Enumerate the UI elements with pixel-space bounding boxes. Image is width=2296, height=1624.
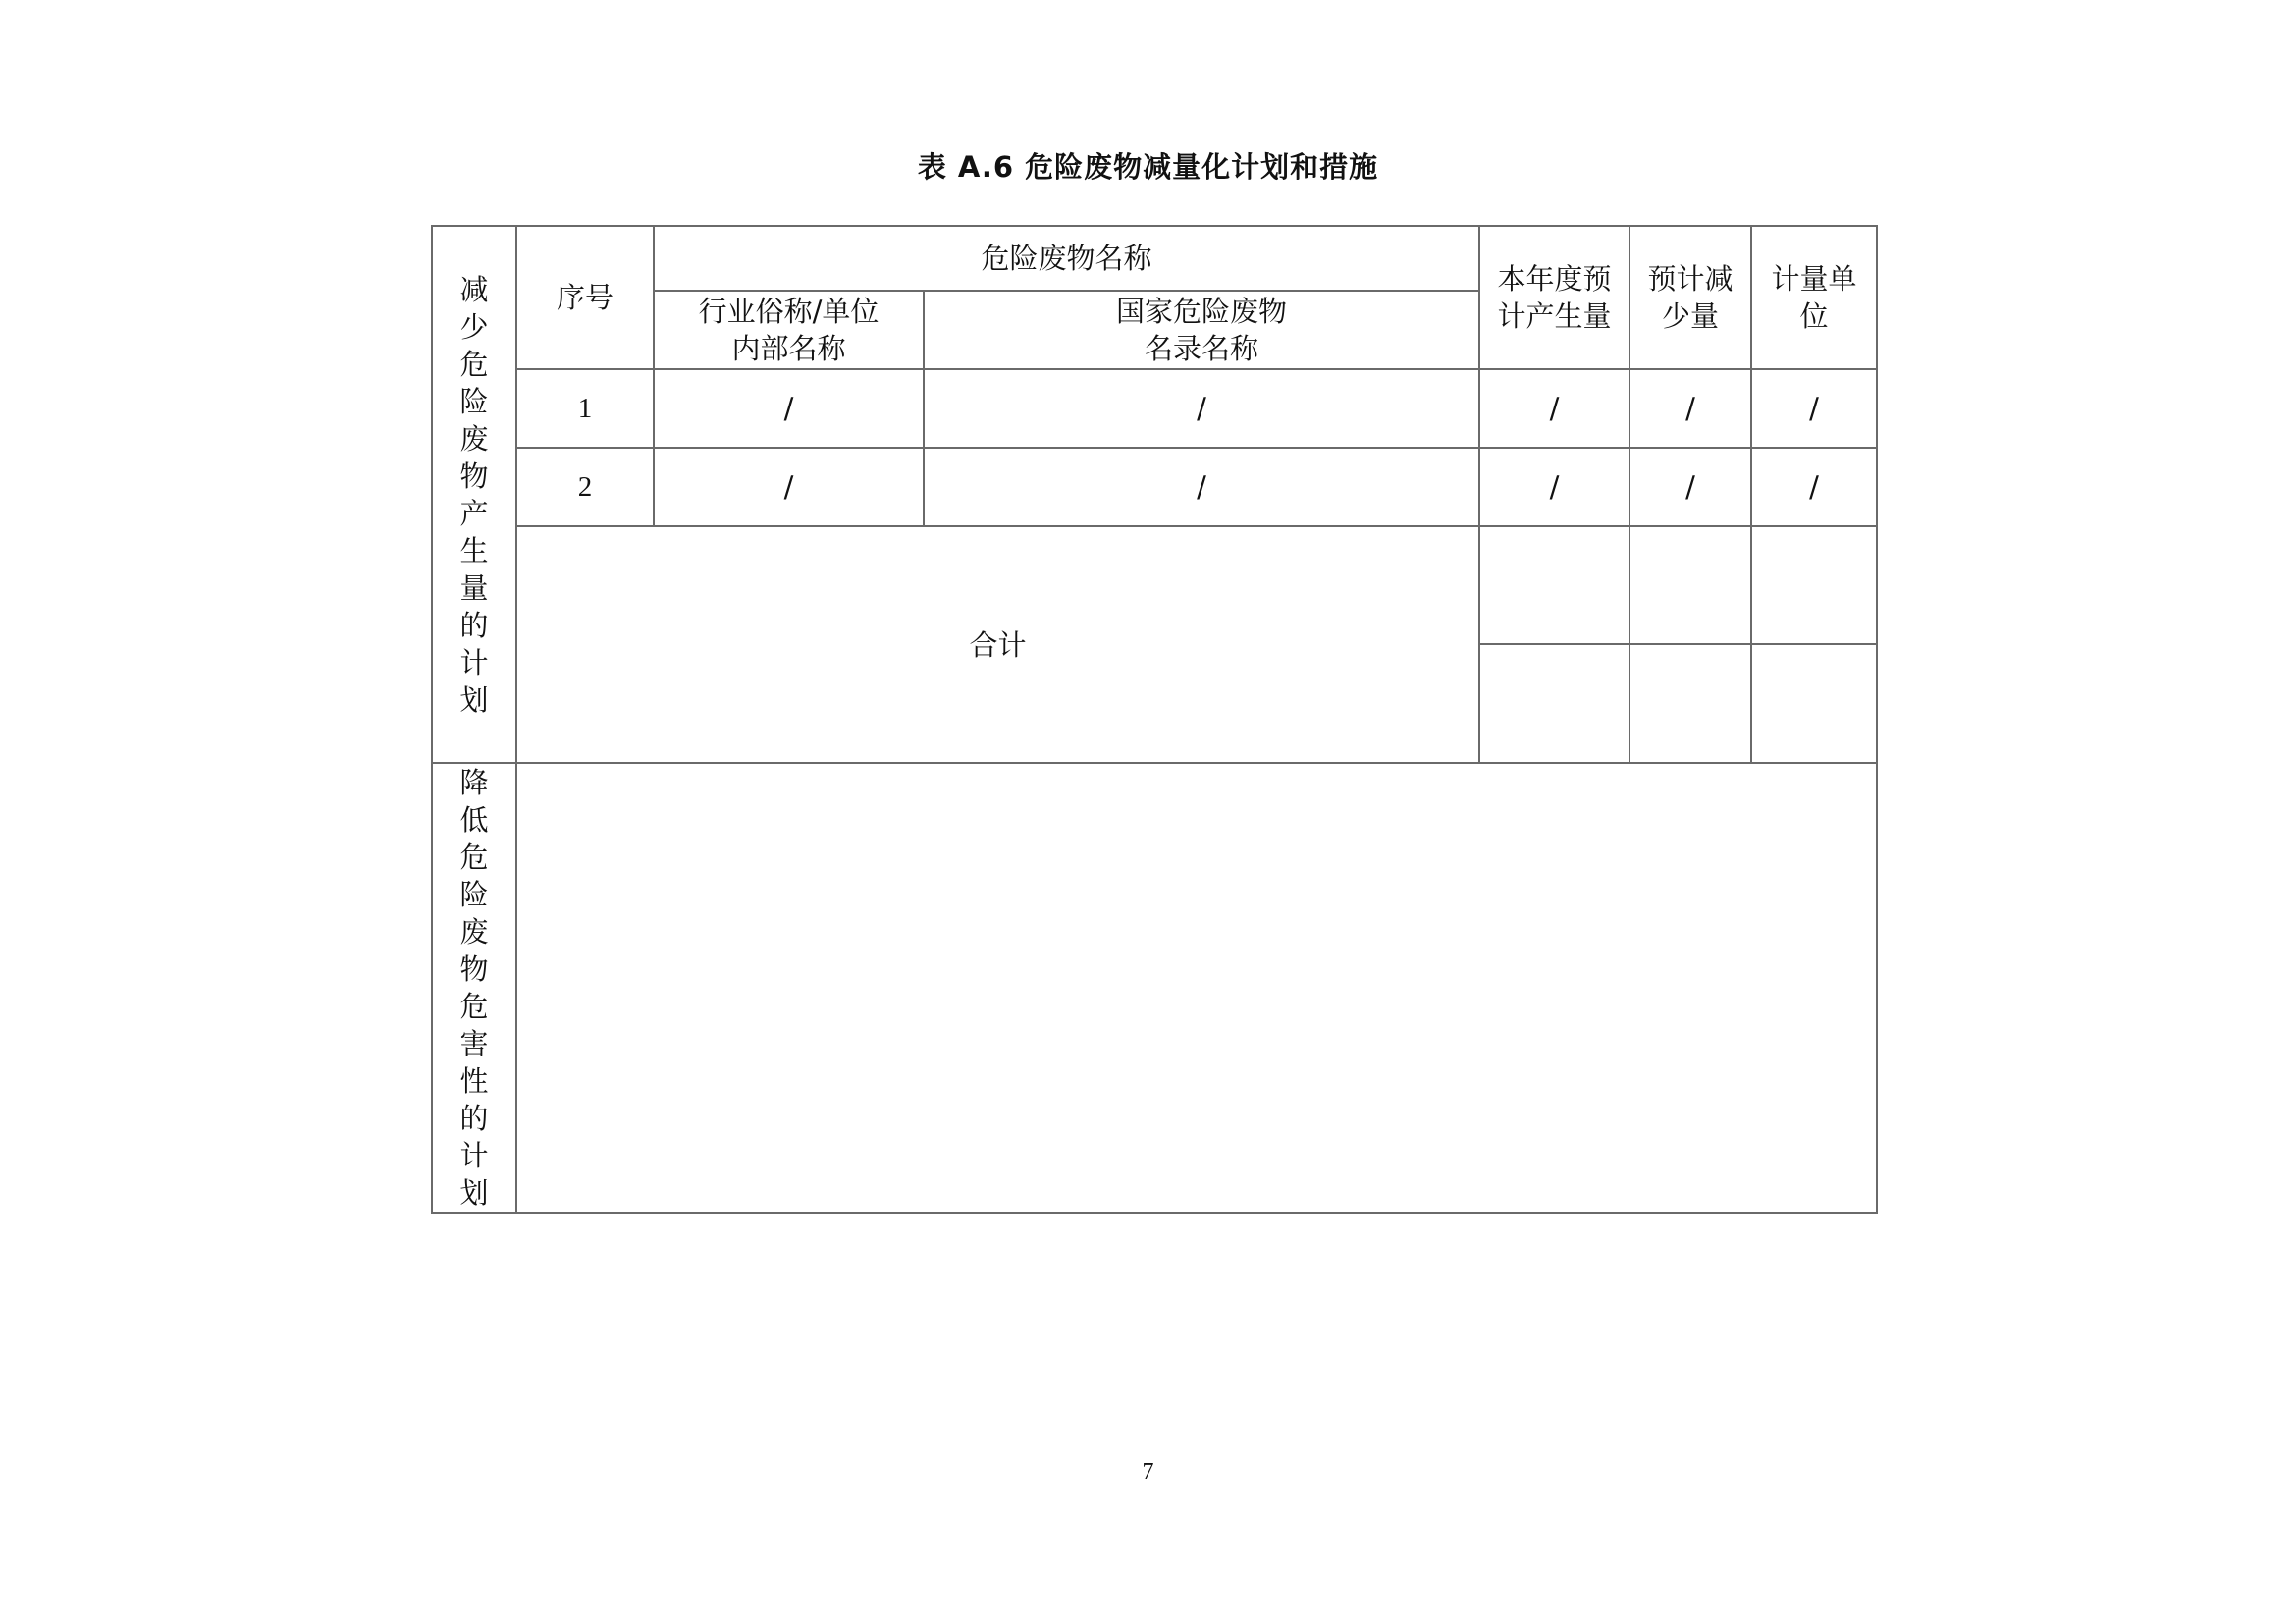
page-number: 7	[1142, 1459, 1154, 1485]
total-expected-reduction-cell	[1629, 526, 1751, 644]
header-expected-reduction: 预计减少量	[1629, 226, 1751, 369]
waste-reduction-table	[431, 225, 1878, 1214]
section-label-reduce-amount: 减少危险废物产生量的计划	[432, 226, 516, 763]
total-annual-output-cell-2	[1479, 644, 1629, 763]
total-unit-cell	[1751, 526, 1877, 644]
row-unit: /	[1751, 448, 1877, 526]
row-expected-reduction: /	[1629, 448, 1751, 526]
row-expected-reduction: /	[1629, 369, 1751, 448]
table-row	[432, 369, 1877, 448]
row-industry-name: /	[654, 448, 924, 526]
row-annual-output: /	[1479, 369, 1629, 448]
hazard-plan-content	[516, 763, 1877, 1213]
section-label-reduce-hazard: 降低危险废物危害性的计划	[432, 763, 516, 1213]
header-unit: 计量单位	[1751, 226, 1877, 369]
header-national-name: 国家危险废物名录名称	[924, 291, 1479, 369]
row-industry-name: /	[654, 369, 924, 448]
total-label: 合计	[516, 526, 1479, 763]
row-unit: /	[1751, 369, 1877, 448]
row-serial: 2	[516, 448, 654, 526]
header-annual-output: 本年度预计产生量	[1479, 226, 1629, 369]
page-title: 表 A.6 危险废物减量化计划和措施	[917, 150, 1379, 184]
row-serial: 1	[516, 369, 654, 448]
table-row	[432, 448, 1877, 526]
total-expected-reduction-cell-2	[1629, 644, 1751, 763]
header-waste-name: 危险废物名称	[654, 226, 1479, 291]
total-unit-cell-2	[1751, 644, 1877, 763]
total-annual-output-cell	[1479, 526, 1629, 644]
row-annual-output: /	[1479, 448, 1629, 526]
header-serial: 序号	[516, 226, 654, 369]
row-national-name: /	[924, 448, 1479, 526]
header-industry-name: 行业俗称/单位内部名称	[654, 291, 924, 369]
row-national-name: /	[924, 369, 1479, 448]
